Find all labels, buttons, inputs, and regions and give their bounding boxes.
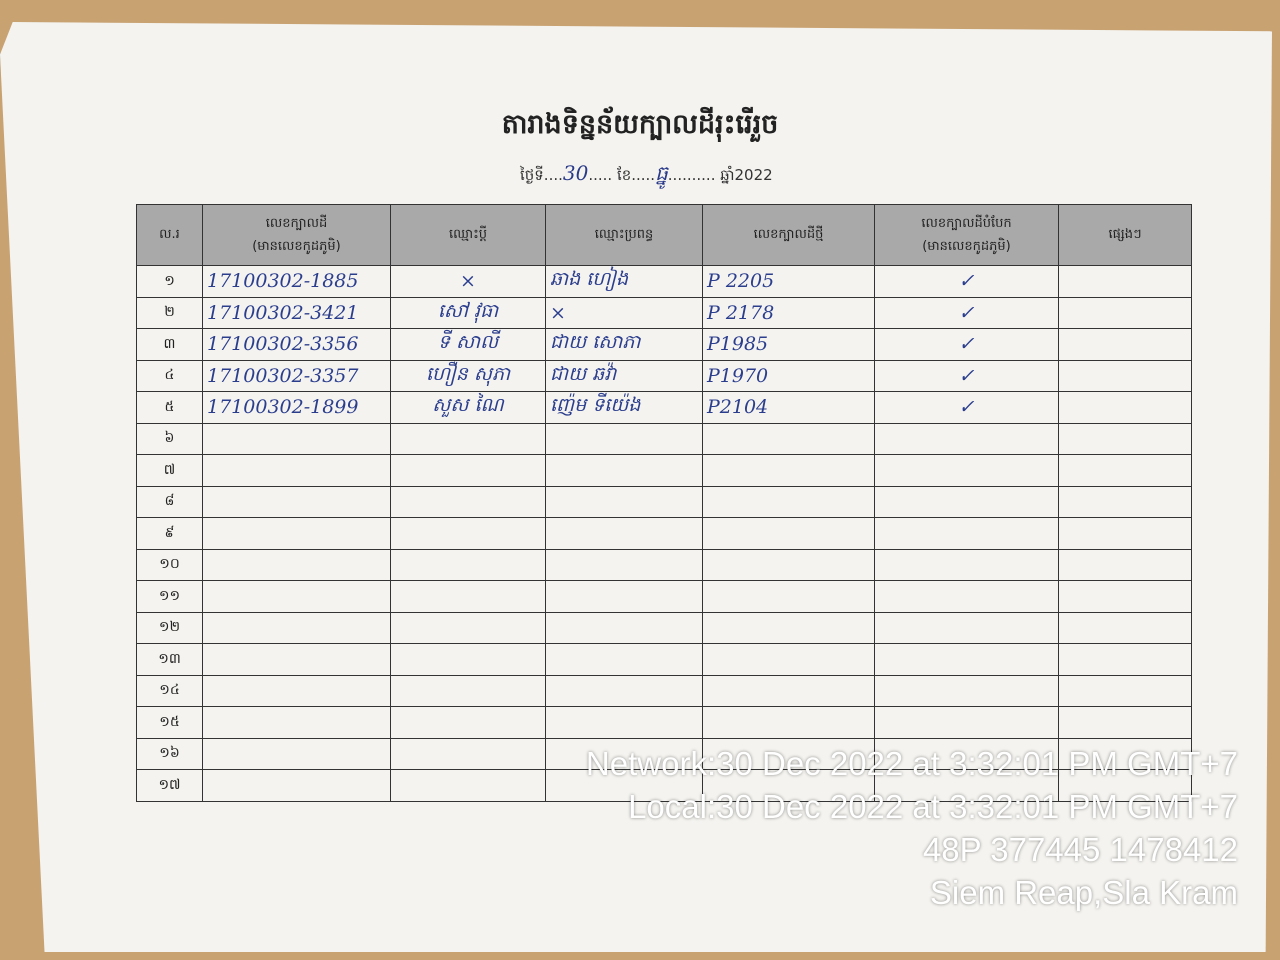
form-title: តារាងទិន្នន័យក្បាលដីរុះរើរួច — [501, 109, 779, 140]
split-check — [875, 581, 1059, 613]
other-note — [1059, 644, 1192, 676]
table-row — [137, 455, 1192, 487]
row-number: ១៥ — [137, 707, 203, 739]
other-note — [1059, 612, 1192, 644]
wife-name — [546, 612, 703, 644]
table-row — [137, 392, 1192, 424]
plot-number: 17100302-3357 — [203, 360, 391, 392]
date-line — [520, 160, 773, 190]
column-header: ល.រ — [137, 205, 203, 266]
wife-name — [546, 675, 703, 707]
split-check — [875, 707, 1059, 739]
new-plot-number — [703, 581, 875, 613]
split-check — [875, 455, 1059, 487]
split-check: ✓ — [875, 329, 1059, 361]
row-number: ២ — [137, 297, 203, 329]
land-plot-table — [136, 204, 1192, 802]
other-note — [1059, 518, 1192, 550]
husband-name: សួស ណៃ — [391, 392, 546, 424]
column-header: ឈ្មោះប្រពន្ធ — [546, 205, 703, 266]
day-label: ថ្ងៃទី.... — [520, 166, 563, 184]
new-plot-number: P 2178 — [703, 297, 875, 329]
day-value: 30 — [562, 161, 589, 185]
table-row — [137, 297, 1192, 329]
split-check — [875, 518, 1059, 550]
husband-name: × — [391, 266, 546, 298]
split-check — [875, 486, 1059, 518]
table-row — [137, 644, 1192, 676]
year-label: .......... ឆ្នាំ2022 — [667, 166, 773, 184]
other-note — [1059, 266, 1192, 298]
new-plot-number — [703, 455, 875, 487]
split-check: ✓ — [875, 360, 1059, 392]
wife-name — [546, 455, 703, 487]
new-plot-number — [703, 423, 875, 455]
plot-number — [203, 486, 391, 518]
column-header: ឈ្មោះប្ដី — [391, 205, 546, 266]
row-number: ១០ — [137, 549, 203, 581]
row-number: ៥ — [137, 392, 203, 424]
location-name: Siem Reap,Sla Kram — [929, 874, 1238, 911]
husband-name — [391, 707, 546, 739]
table-row — [137, 707, 1192, 739]
new-plot-number — [703, 486, 875, 518]
new-plot-number — [703, 518, 875, 550]
split-check — [875, 675, 1059, 707]
wife-name — [546, 707, 703, 739]
row-number: ៤ — [137, 360, 203, 392]
other-note — [1059, 707, 1192, 739]
husband-name — [391, 549, 546, 581]
table-body — [137, 266, 1192, 802]
wife-name: ជាយ ឆវ៉ា — [546, 360, 703, 392]
other-note — [1059, 675, 1192, 707]
plot-number — [203, 770, 391, 802]
split-check: ✓ — [875, 297, 1059, 329]
wife-name: ញ៉េម ទីយ៉េង — [546, 392, 703, 424]
husband-name — [391, 423, 546, 455]
row-number: ៦ — [137, 423, 203, 455]
column-header: លេខក្បាលដី (មានលេខកូដភូមិ) — [203, 205, 391, 266]
table-row — [137, 486, 1192, 518]
plot-number: 17100302-1885 — [203, 266, 391, 298]
other-note — [1059, 329, 1192, 361]
plot-number — [203, 675, 391, 707]
row-number: ១៤ — [137, 675, 203, 707]
split-check — [875, 644, 1059, 676]
plot-number — [203, 738, 391, 770]
month-value: ធ្នូ — [655, 161, 668, 185]
plot-number — [203, 455, 391, 487]
wife-name — [546, 423, 703, 455]
column-header: លេខក្បាលដីបំបែក (មានលេខកូដភូមិ) — [875, 205, 1059, 266]
row-number: ១៧ — [137, 770, 203, 802]
husband-name — [391, 770, 546, 802]
husband-name: ទី សាលី — [391, 329, 546, 361]
gps-coordinates: 48P 377445 1478412 — [922, 831, 1238, 868]
row-number: ៣ — [137, 329, 203, 361]
new-plot-number: P1970 — [703, 360, 875, 392]
plot-number — [203, 612, 391, 644]
row-number: ១ — [137, 266, 203, 298]
other-note — [1059, 297, 1192, 329]
new-plot-number: P 2205 — [703, 266, 875, 298]
plot-number — [203, 644, 391, 676]
new-plot-number — [703, 675, 875, 707]
network-time: Network:30 Dec 2022 at 3:32:01 PM GMT+7 — [585, 745, 1238, 782]
plot-number: 17100302-1899 — [203, 392, 391, 424]
other-note — [1059, 581, 1192, 613]
split-check — [875, 549, 1059, 581]
table-row — [137, 675, 1192, 707]
wife-name — [546, 581, 703, 613]
new-plot-number: P2104 — [703, 392, 875, 424]
plot-number — [203, 549, 391, 581]
new-plot-number — [703, 549, 875, 581]
new-plot-number: P1985 — [703, 329, 875, 361]
column-header: លេខក្បាលដីថ្មី — [703, 205, 875, 266]
row-number: ១១ — [137, 581, 203, 613]
wife-name: ឆាង ហៀង — [546, 266, 703, 298]
local-time: Local:30 Dec 2022 at 3:32:01 PM GMT+7 — [628, 788, 1238, 825]
row-number: ១៣ — [137, 644, 203, 676]
table-row — [137, 518, 1192, 550]
new-plot-number — [703, 612, 875, 644]
husband-name: ហឿន សុភា — [391, 360, 546, 392]
plot-number — [203, 423, 391, 455]
table-row — [137, 423, 1192, 455]
husband-name — [391, 644, 546, 676]
plot-number — [203, 518, 391, 550]
split-check — [875, 612, 1059, 644]
column-header: ផ្សេងៗ — [1059, 205, 1192, 266]
husband-name — [391, 455, 546, 487]
wife-name: × — [546, 297, 703, 329]
other-note — [1059, 455, 1192, 487]
new-plot-number — [703, 644, 875, 676]
row-number: ៨ — [137, 486, 203, 518]
table-row — [137, 360, 1192, 392]
other-note — [1059, 360, 1192, 392]
split-check — [875, 423, 1059, 455]
husband-name: សៅ វុធា — [391, 297, 546, 329]
row-number: ៧ — [137, 455, 203, 487]
plot-number: 17100302-3421 — [203, 297, 391, 329]
photo-timestamp-overlay — [586, 742, 1238, 914]
husband-name — [391, 612, 546, 644]
husband-name — [391, 738, 546, 770]
wife-name — [546, 644, 703, 676]
other-note — [1059, 392, 1192, 424]
husband-name — [391, 518, 546, 550]
wife-name — [546, 518, 703, 550]
husband-name — [391, 675, 546, 707]
split-check: ✓ — [875, 266, 1059, 298]
plot-number: 17100302-3356 — [203, 329, 391, 361]
plot-number — [203, 707, 391, 739]
table-row — [137, 549, 1192, 581]
row-number: ១៦ — [137, 738, 203, 770]
other-note — [1059, 423, 1192, 455]
husband-name — [391, 486, 546, 518]
month-label: ..... ខែ..... — [588, 166, 656, 184]
table-row — [137, 266, 1192, 298]
other-note — [1059, 549, 1192, 581]
table-row — [137, 581, 1192, 613]
table-row — [137, 612, 1192, 644]
wife-name — [546, 549, 703, 581]
wife-name — [546, 486, 703, 518]
husband-name — [391, 581, 546, 613]
wife-name: ជាយ សោភា — [546, 329, 703, 361]
row-number: ៩ — [137, 518, 203, 550]
row-number: ១២ — [137, 612, 203, 644]
split-check: ✓ — [875, 392, 1059, 424]
plot-number — [203, 581, 391, 613]
new-plot-number — [703, 707, 875, 739]
table-header — [137, 205, 1192, 266]
other-note — [1059, 486, 1192, 518]
table-row — [137, 329, 1192, 361]
